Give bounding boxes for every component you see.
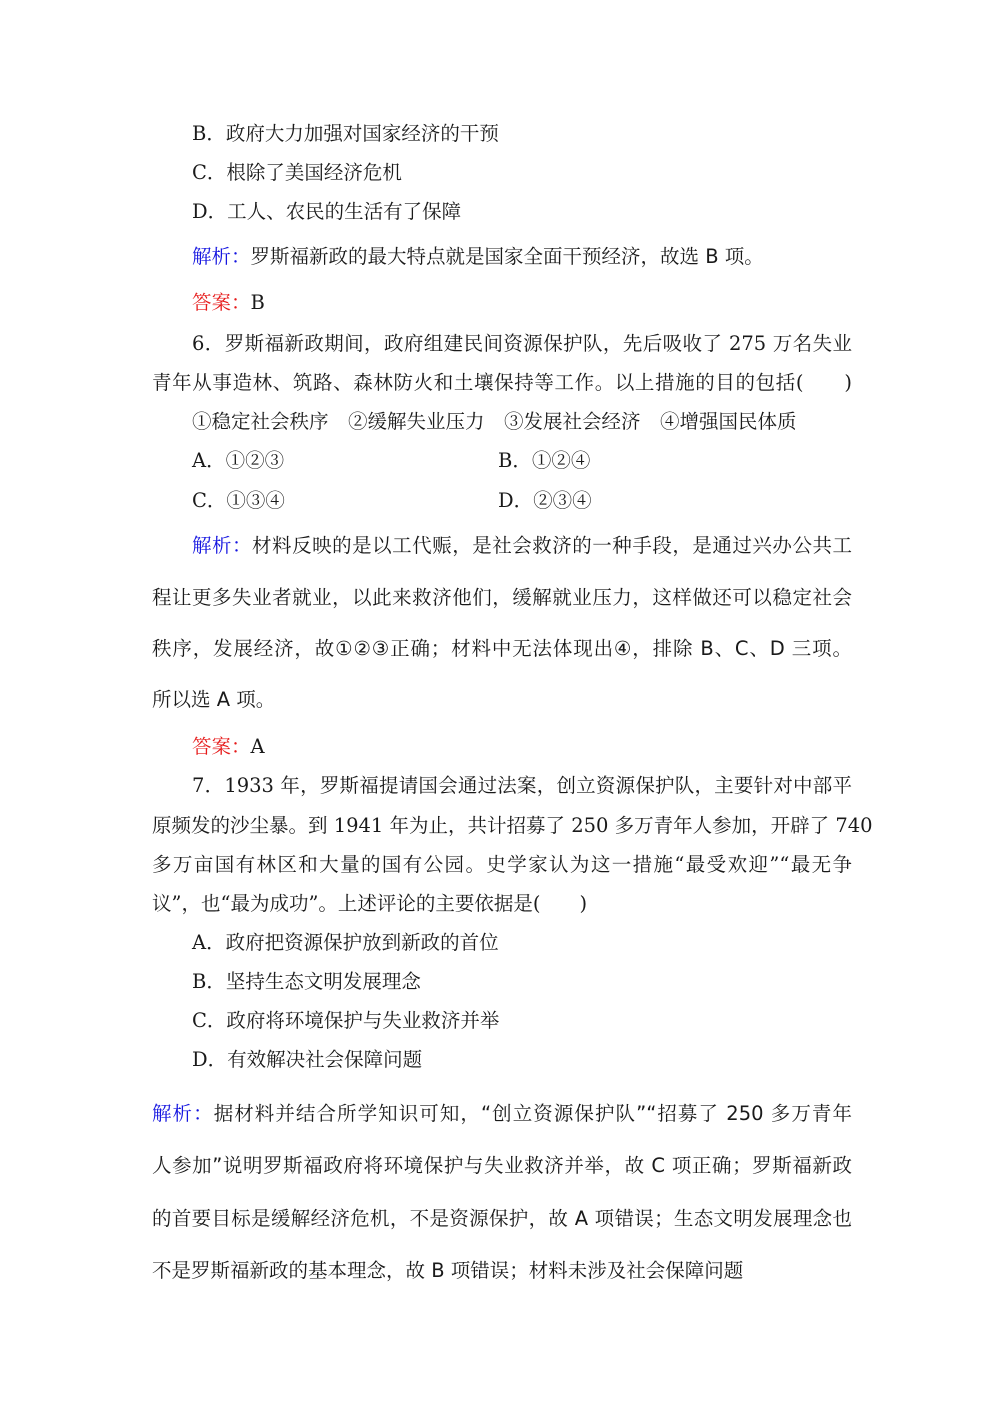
q7-option-d bbox=[192, 1047, 422, 1073]
q7-analysis-line-3: 的首要目标是缓解经济危机，不是资源保护，故 A 项错误；生态文明发展理念也 bbox=[152, 1207, 852, 1230]
option-text: 坚持生态文明发展理念 bbox=[225, 970, 421, 993]
q7-option-b bbox=[192, 969, 421, 995]
option-text: 政府将环境保护与失业救济并举 bbox=[226, 1009, 500, 1032]
q6-analysis-line-1 bbox=[192, 533, 852, 559]
analysis-label: 解析： bbox=[192, 245, 251, 268]
analysis-text: 材料反映的是以工代赈，是社会救济的一种手段，是通过兴办公共工 bbox=[252, 534, 852, 557]
analysis-label: 解析： bbox=[152, 1102, 214, 1125]
q7-analysis-line-1 bbox=[152, 1101, 852, 1127]
q5-option-c bbox=[192, 160, 402, 186]
answer-value: A bbox=[250, 735, 265, 758]
option-text: 有效解决社会保障问题 bbox=[227, 1048, 423, 1071]
q6-option-b bbox=[498, 448, 590, 474]
answer-value: B bbox=[250, 291, 265, 314]
q5-option-b bbox=[192, 121, 499, 147]
q6-analysis-line-2: 程让更多失业者就业，以此来救济他们，缓解就业压力，这样做还可以稳定社会 bbox=[152, 586, 852, 609]
option-text: ①③④ bbox=[226, 489, 285, 512]
q7-option-a bbox=[192, 930, 499, 956]
q6-option-a bbox=[192, 448, 284, 474]
q6-analysis-line-3: 秩序，发展经济，故①②③正确；材料中无法体现出④，排除 B、C、D 三项。 bbox=[152, 637, 852, 660]
q7-option-c bbox=[192, 1008, 499, 1034]
q6-answer bbox=[192, 734, 265, 760]
q7-analysis-line-4: 不是罗斯福新政的基本理念，故 B 项错误；材料未涉及社会保障问题 bbox=[152, 1259, 744, 1282]
q6-stem-line-1: 6．罗斯福新政期间，政府组建民间资源保护队，先后吸收了 275 万名失业 bbox=[192, 332, 852, 355]
option-letter: B． bbox=[192, 122, 226, 145]
q5-answer bbox=[192, 290, 265, 316]
answer-label: 答案： bbox=[192, 291, 251, 314]
answer-label: 答案： bbox=[192, 735, 251, 758]
option-letter: C． bbox=[192, 161, 227, 184]
option-text: ①②③ bbox=[225, 449, 285, 472]
q7-stem-line-3: 多万亩国有林区和大量的国有公园。史学家认为这一措施“最受欢迎”“最无争 bbox=[152, 853, 852, 876]
option-letter: B． bbox=[498, 449, 532, 472]
option-letter: C． bbox=[192, 1009, 227, 1032]
q7-stem-line-4: 议”，也“最为成功”。上述评论的主要依据是( ) bbox=[152, 892, 588, 915]
option-letter: D． bbox=[192, 1048, 228, 1071]
option-letter: D． bbox=[498, 489, 534, 512]
q6-stem-line-2: 青年从事造林、筑路、森林防火和土壤保持等工作。以上措施的目的包括( ) bbox=[152, 371, 852, 394]
option-letter: C． bbox=[192, 489, 227, 512]
option-letter: D． bbox=[192, 200, 228, 223]
option-letter: B． bbox=[192, 970, 226, 993]
option-text: 工人、农民的生活有了保障 bbox=[227, 200, 462, 223]
q5-option-d bbox=[192, 199, 461, 225]
q6-option-d bbox=[498, 488, 592, 514]
q6-items: ①稳定社会秩序 ②缓解失业压力 ③发展社会经济 ④增强国民体质 bbox=[192, 410, 797, 433]
option-text: 根除了美国经济危机 bbox=[226, 161, 402, 184]
analysis-text: 罗斯福新政的最大特点就是国家全面干预经济，故选 B 项。 bbox=[250, 245, 764, 268]
q6-analysis-line-4: 所以选 A 项。 bbox=[152, 688, 276, 711]
option-text: ②③④ bbox=[533, 489, 592, 512]
option-text: ①②④ bbox=[531, 449, 591, 472]
q7-analysis-line-2: 人参加”说明罗斯福政府将环境保护与失业救济并举，故 C 项正确；罗斯福新政 bbox=[152, 1154, 852, 1177]
analysis-text: 据材料并结合所学知识可知，“创立资源保护队”“招募了 250 多万青年 bbox=[213, 1102, 852, 1125]
option-letter: A． bbox=[192, 449, 226, 472]
q7-stem-line-1: 7．1933 年，罗斯福提请国会通过法案，创立资源保护队，主要针对中部平 bbox=[192, 774, 852, 797]
q7-stem-line-2: 原频发的沙尘暴。到 1941 年为止，共计招募了 250 多万青年人参加，开辟了 740 bbox=[152, 814, 873, 837]
q5-analysis bbox=[192, 244, 764, 270]
analysis-label: 解析： bbox=[192, 534, 253, 557]
q6-option-c bbox=[192, 488, 285, 514]
option-text: 政府大力加强对国家经济的干预 bbox=[225, 122, 499, 145]
option-letter: A． bbox=[192, 931, 226, 954]
option-text: 政府把资源保护放到新政的首位 bbox=[225, 931, 499, 954]
